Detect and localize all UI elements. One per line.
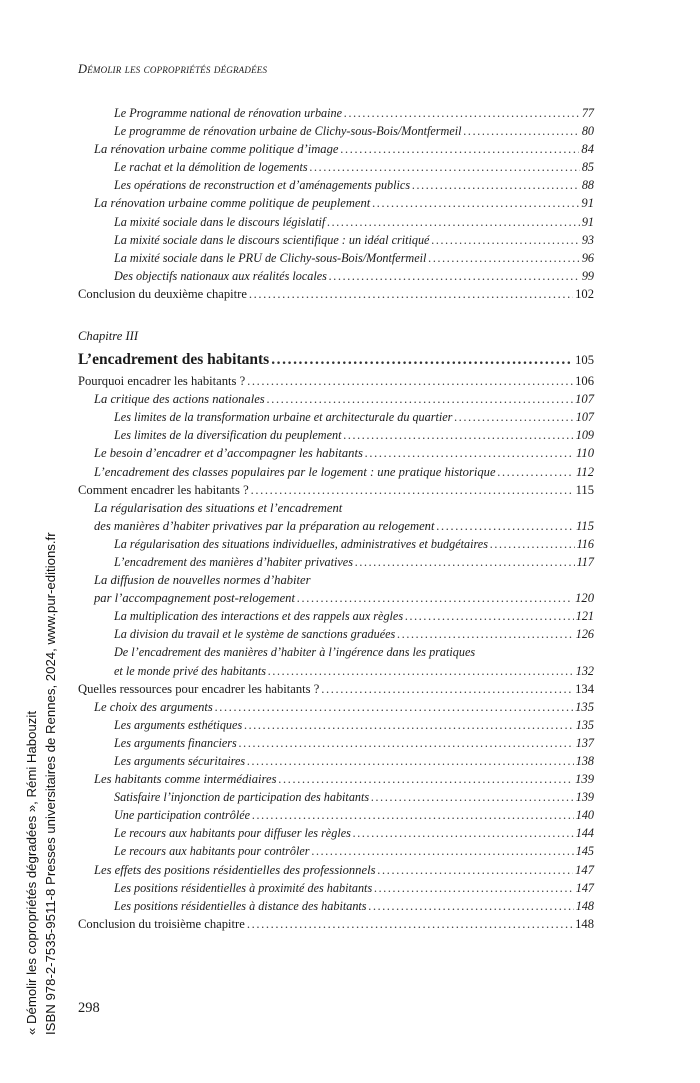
toc-entry[interactable] xyxy=(78,140,594,158)
toc-entry-title: Les positions résidentielles à proximité des habitants xyxy=(114,880,373,895)
toc-entry-title: La rénovation urbaine comme politique de peuplement xyxy=(94,196,371,211)
chapter-page: 105 xyxy=(575,353,594,368)
dot-leader xyxy=(244,716,574,734)
dot-leader xyxy=(405,607,574,625)
dot-leader xyxy=(310,158,580,176)
toc-entry-page: 91 xyxy=(581,196,594,211)
chapter-entries xyxy=(78,372,594,933)
toc-entry[interactable] xyxy=(78,231,594,249)
toc-entry[interactable] xyxy=(78,861,594,879)
toc-entry-page: 115 xyxy=(575,482,594,497)
toc-entry-title: Les positions résidentielles à distance des habitants xyxy=(114,898,367,913)
toc-entry-title: Les effets des positions résidentielles des professionnels xyxy=(94,862,376,877)
toc-entry-title: Le Programme national de rénovation urbaine xyxy=(114,106,343,120)
toc-entry-page: 145 xyxy=(575,844,594,859)
toc-entry-title: Le besoin d’encadrer et d’accompagner les habitants xyxy=(94,446,363,461)
toc-entry[interactable] xyxy=(78,390,594,408)
toc-entry-page: 96 xyxy=(581,250,594,265)
dot-leader xyxy=(428,249,579,267)
dot-leader xyxy=(343,426,573,444)
dot-leader xyxy=(454,408,573,426)
toc-entry-title: Satisfaire l’injonction de participation des habitants xyxy=(114,790,370,805)
toc-entry-page: 106 xyxy=(575,374,594,389)
chapter-title-row[interactable] xyxy=(78,348,594,372)
toc-entry-page: 107 xyxy=(575,392,594,407)
toc-entry-page: 77 xyxy=(581,106,594,120)
toc-entry-title: par l’accompagnement post-relogement xyxy=(94,591,295,606)
dot-leader xyxy=(252,806,574,824)
toc-entry-page: 115 xyxy=(576,518,594,533)
toc-entry-title: De l’encadrement des manières d’habiter à l’ingérence dans les pratiques xyxy=(114,645,476,660)
dot-leader xyxy=(498,463,574,481)
dot-leader xyxy=(490,535,575,553)
toc-entry-page: 117 xyxy=(576,554,594,569)
toc-entry[interactable] xyxy=(78,517,594,535)
dot-leader xyxy=(365,444,574,462)
toc-entry[interactable] xyxy=(78,625,594,643)
dot-leader xyxy=(268,662,574,680)
toc-entry-page: 134 xyxy=(575,681,594,696)
dot-leader xyxy=(355,553,575,571)
dot-leader xyxy=(436,517,574,535)
toc-entry[interactable] xyxy=(78,553,594,571)
toc-entry-title: Les habitants comme intermédiaires xyxy=(94,772,277,787)
dot-leader xyxy=(321,680,573,698)
toc-entry[interactable] xyxy=(78,734,594,752)
toc-entry-title: La régularisation des situations individuelles, administratives et budgétaires xyxy=(114,536,488,551)
toc-entry-page: 80 xyxy=(581,124,594,139)
toc-entry[interactable] xyxy=(78,806,594,824)
dot-leader xyxy=(374,879,574,897)
toc-entry-page: 109 xyxy=(575,428,594,443)
dot-leader xyxy=(215,698,573,716)
toc-entry[interactable] xyxy=(78,104,594,122)
toc-entry-title: La mixité sociale dans le discours scientifique : un idéal critiqué xyxy=(114,232,430,247)
dot-leader xyxy=(464,122,580,140)
toc-entry[interactable] xyxy=(78,643,594,661)
toc-entry-title: La critique des actions nationales xyxy=(94,392,265,407)
dot-leader xyxy=(431,231,579,249)
toc-entry[interactable] xyxy=(78,716,594,734)
toc-entry-title: Le recours aux habitants pour contrôler xyxy=(114,844,310,859)
toc-entry-title: L’encadrement des manières d’habiter privatives xyxy=(114,554,353,569)
toc-entry[interactable] xyxy=(78,662,594,680)
dot-leader xyxy=(369,897,574,915)
toc-entry-page: 93 xyxy=(581,232,594,247)
toc-entry[interactable] xyxy=(78,535,594,553)
dot-leader xyxy=(372,194,579,212)
dot-leader xyxy=(312,842,574,860)
toc-entry-page: 102 xyxy=(575,286,594,301)
toc-entry-title: et le monde privé des habitants xyxy=(114,663,266,678)
dot-leader xyxy=(341,140,580,158)
toc-entry[interactable] xyxy=(78,607,594,625)
toc-entry[interactable] xyxy=(78,444,594,462)
toc-continued-section xyxy=(78,104,594,303)
toc-entry[interactable] xyxy=(78,249,594,267)
toc-entry-page: 85 xyxy=(581,160,594,175)
toc-entry-page: 138 xyxy=(575,754,594,768)
dot-leader xyxy=(271,348,573,372)
toc-entry[interactable] xyxy=(78,824,594,842)
side-note-line-1: « Démolir les copropriétés dégradées », Rémi Habouzit xyxy=(24,711,39,1035)
toc-entry-page: 116 xyxy=(576,536,594,551)
toc-entry[interactable] xyxy=(78,842,594,860)
table-of-contents xyxy=(78,104,594,933)
dot-leader xyxy=(329,267,580,285)
toc-entry-page: 107 xyxy=(575,410,594,425)
toc-entry-page: 135 xyxy=(575,699,594,714)
toc-entry[interactable] xyxy=(78,408,594,426)
toc-entry[interactable] xyxy=(78,752,594,770)
toc-entry-title: des manières d’habiter privatives par la préparation au relogement xyxy=(94,518,435,533)
toc-entry[interactable] xyxy=(78,680,594,698)
toc-entry[interactable] xyxy=(78,267,594,285)
toc-entry[interactable] xyxy=(78,285,594,303)
toc-entry-page: 112 xyxy=(576,464,594,479)
toc-entry[interactable] xyxy=(78,426,594,444)
dot-leader xyxy=(397,625,573,643)
toc-entry[interactable] xyxy=(78,158,594,176)
chapter-title: L’encadrement des habitants xyxy=(78,351,270,369)
dot-leader xyxy=(247,372,573,390)
toc-entry-title: Les opérations de reconstruction et d’aménagements publics xyxy=(114,178,411,193)
toc-entry-page: 139 xyxy=(575,790,594,805)
dot-leader xyxy=(267,390,573,408)
side-copyright-note xyxy=(22,532,60,1035)
dot-leader xyxy=(353,824,574,842)
toc-entry-title: Conclusion du troisième chapitre xyxy=(78,916,245,931)
toc-entry-page: 137 xyxy=(575,735,594,750)
toc-entry-page: 91 xyxy=(581,214,594,229)
toc-entry-title: Les arguments financiers xyxy=(114,735,237,750)
dot-leader xyxy=(412,176,580,194)
toc-entry[interactable] xyxy=(78,698,594,716)
dot-leader xyxy=(247,752,574,770)
toc-entry-title: Les limites de la transformation urbaine et architecturale du quartier xyxy=(114,410,453,425)
toc-entry-title: La mixité sociale dans le discours législatif xyxy=(114,214,326,229)
toc-entry-page: 148 xyxy=(575,916,594,931)
toc-entry-page: 147 xyxy=(575,880,594,895)
toc-entry[interactable] xyxy=(78,788,594,806)
toc-entry-title: La division du travail et le système de sanctions graduées xyxy=(114,627,396,642)
dot-leader xyxy=(278,770,573,788)
toc-entry-title: La rénovation urbaine comme politique d’image xyxy=(94,142,339,157)
toc-entry-title: Des objectifs nationaux aux réalités locales xyxy=(114,268,327,283)
toc-entry-title: Comment encadrer les habitants ? xyxy=(78,482,249,497)
side-note-line-2: ISBN 978-2-7535-9511-8 Presses universitaires de Rennes, 2024, www.pur-editions.fr xyxy=(43,532,58,1035)
toc-entry-page: 132 xyxy=(575,663,594,678)
toc-entry[interactable] xyxy=(78,897,594,915)
toc-entry-title: La régularisation des situations et l’encadrement xyxy=(94,500,343,515)
toc-entry-title: Une participation contrôlée xyxy=(114,808,251,823)
toc-entry-title: Pourquoi encadrer les habitants ? xyxy=(78,374,246,389)
toc-entry-title: Les arguments esthétiques xyxy=(114,717,243,732)
toc-entry[interactable] xyxy=(78,589,594,607)
toc-entry[interactable] xyxy=(78,481,594,499)
toc-entry[interactable] xyxy=(78,194,594,212)
toc-entry-page: 147 xyxy=(575,862,594,877)
toc-entry[interactable] xyxy=(78,770,594,788)
toc-entry[interactable] xyxy=(78,176,594,194)
running-head: Démolir les copropriétés dégradées xyxy=(78,62,268,76)
toc-entry-title: L’encadrement des classes populaires par le logement : une pratique historique xyxy=(94,464,496,479)
toc-entry[interactable] xyxy=(78,213,594,231)
dot-leader xyxy=(239,734,574,752)
chapter-label: Chapitre III xyxy=(78,329,139,344)
toc-entry-title: Les limites de la diversification du peuplement xyxy=(114,428,342,443)
toc-entry-page: 144 xyxy=(575,826,594,841)
toc-entry-page: 121 xyxy=(575,609,594,624)
toc-entry-title: Le programme de rénovation urbaine de Clichy-sous-Bois/Montfermeil xyxy=(114,124,462,139)
toc-entry-title: La mixité sociale dans le PRU de Clichy-sous-Bois/Montfermeil xyxy=(114,250,427,265)
toc-entry-page: 110 xyxy=(576,446,594,461)
toc-entry-page: 140 xyxy=(575,808,594,823)
toc-entry-page: 84 xyxy=(581,142,594,157)
toc-entry[interactable] xyxy=(78,372,594,390)
toc-entry[interactable] xyxy=(78,499,594,517)
toc-entry[interactable] xyxy=(78,463,594,481)
toc-entry-page: 139 xyxy=(575,772,594,787)
toc-entry-page: 88 xyxy=(581,178,594,193)
dot-leader xyxy=(327,213,580,231)
toc-entry-title: La multiplication des interactions et des rappels aux règles xyxy=(114,609,404,624)
dot-leader xyxy=(377,861,573,879)
toc-entry-page: 148 xyxy=(575,898,594,913)
toc-entry-title: Le recours aux habitants pour diffuser les règles xyxy=(114,826,351,841)
toc-entry-page: 120 xyxy=(575,591,594,606)
toc-entry-title: Les arguments sécuritaires xyxy=(114,754,246,768)
dot-leader xyxy=(371,788,574,806)
toc-entry-title: Le rachat et la démolition de logements xyxy=(114,160,308,175)
toc-entry[interactable] xyxy=(78,879,594,897)
toc-entry[interactable] xyxy=(78,571,594,589)
toc-entry-page: 99 xyxy=(581,268,594,283)
dot-leader xyxy=(251,481,574,499)
toc-entry-page: 126 xyxy=(575,627,594,642)
dot-leader xyxy=(249,285,573,303)
dot-leader xyxy=(297,589,573,607)
dot-leader xyxy=(344,104,580,122)
toc-entry-title: Quelles ressources pour encadrer les habitants ? xyxy=(78,681,320,696)
toc-entry-title: Conclusion du deuxième chapitre xyxy=(78,286,247,301)
toc-entry-title: Le choix des arguments xyxy=(94,699,213,714)
toc-entry[interactable] xyxy=(78,915,594,933)
toc-entry-page: 135 xyxy=(575,717,594,732)
dot-leader xyxy=(247,915,573,933)
toc-entry-title: La diffusion de nouvelles normes d’habiter xyxy=(94,573,311,588)
toc-entry[interactable] xyxy=(78,122,594,140)
page-number: 298 xyxy=(78,1000,100,1016)
